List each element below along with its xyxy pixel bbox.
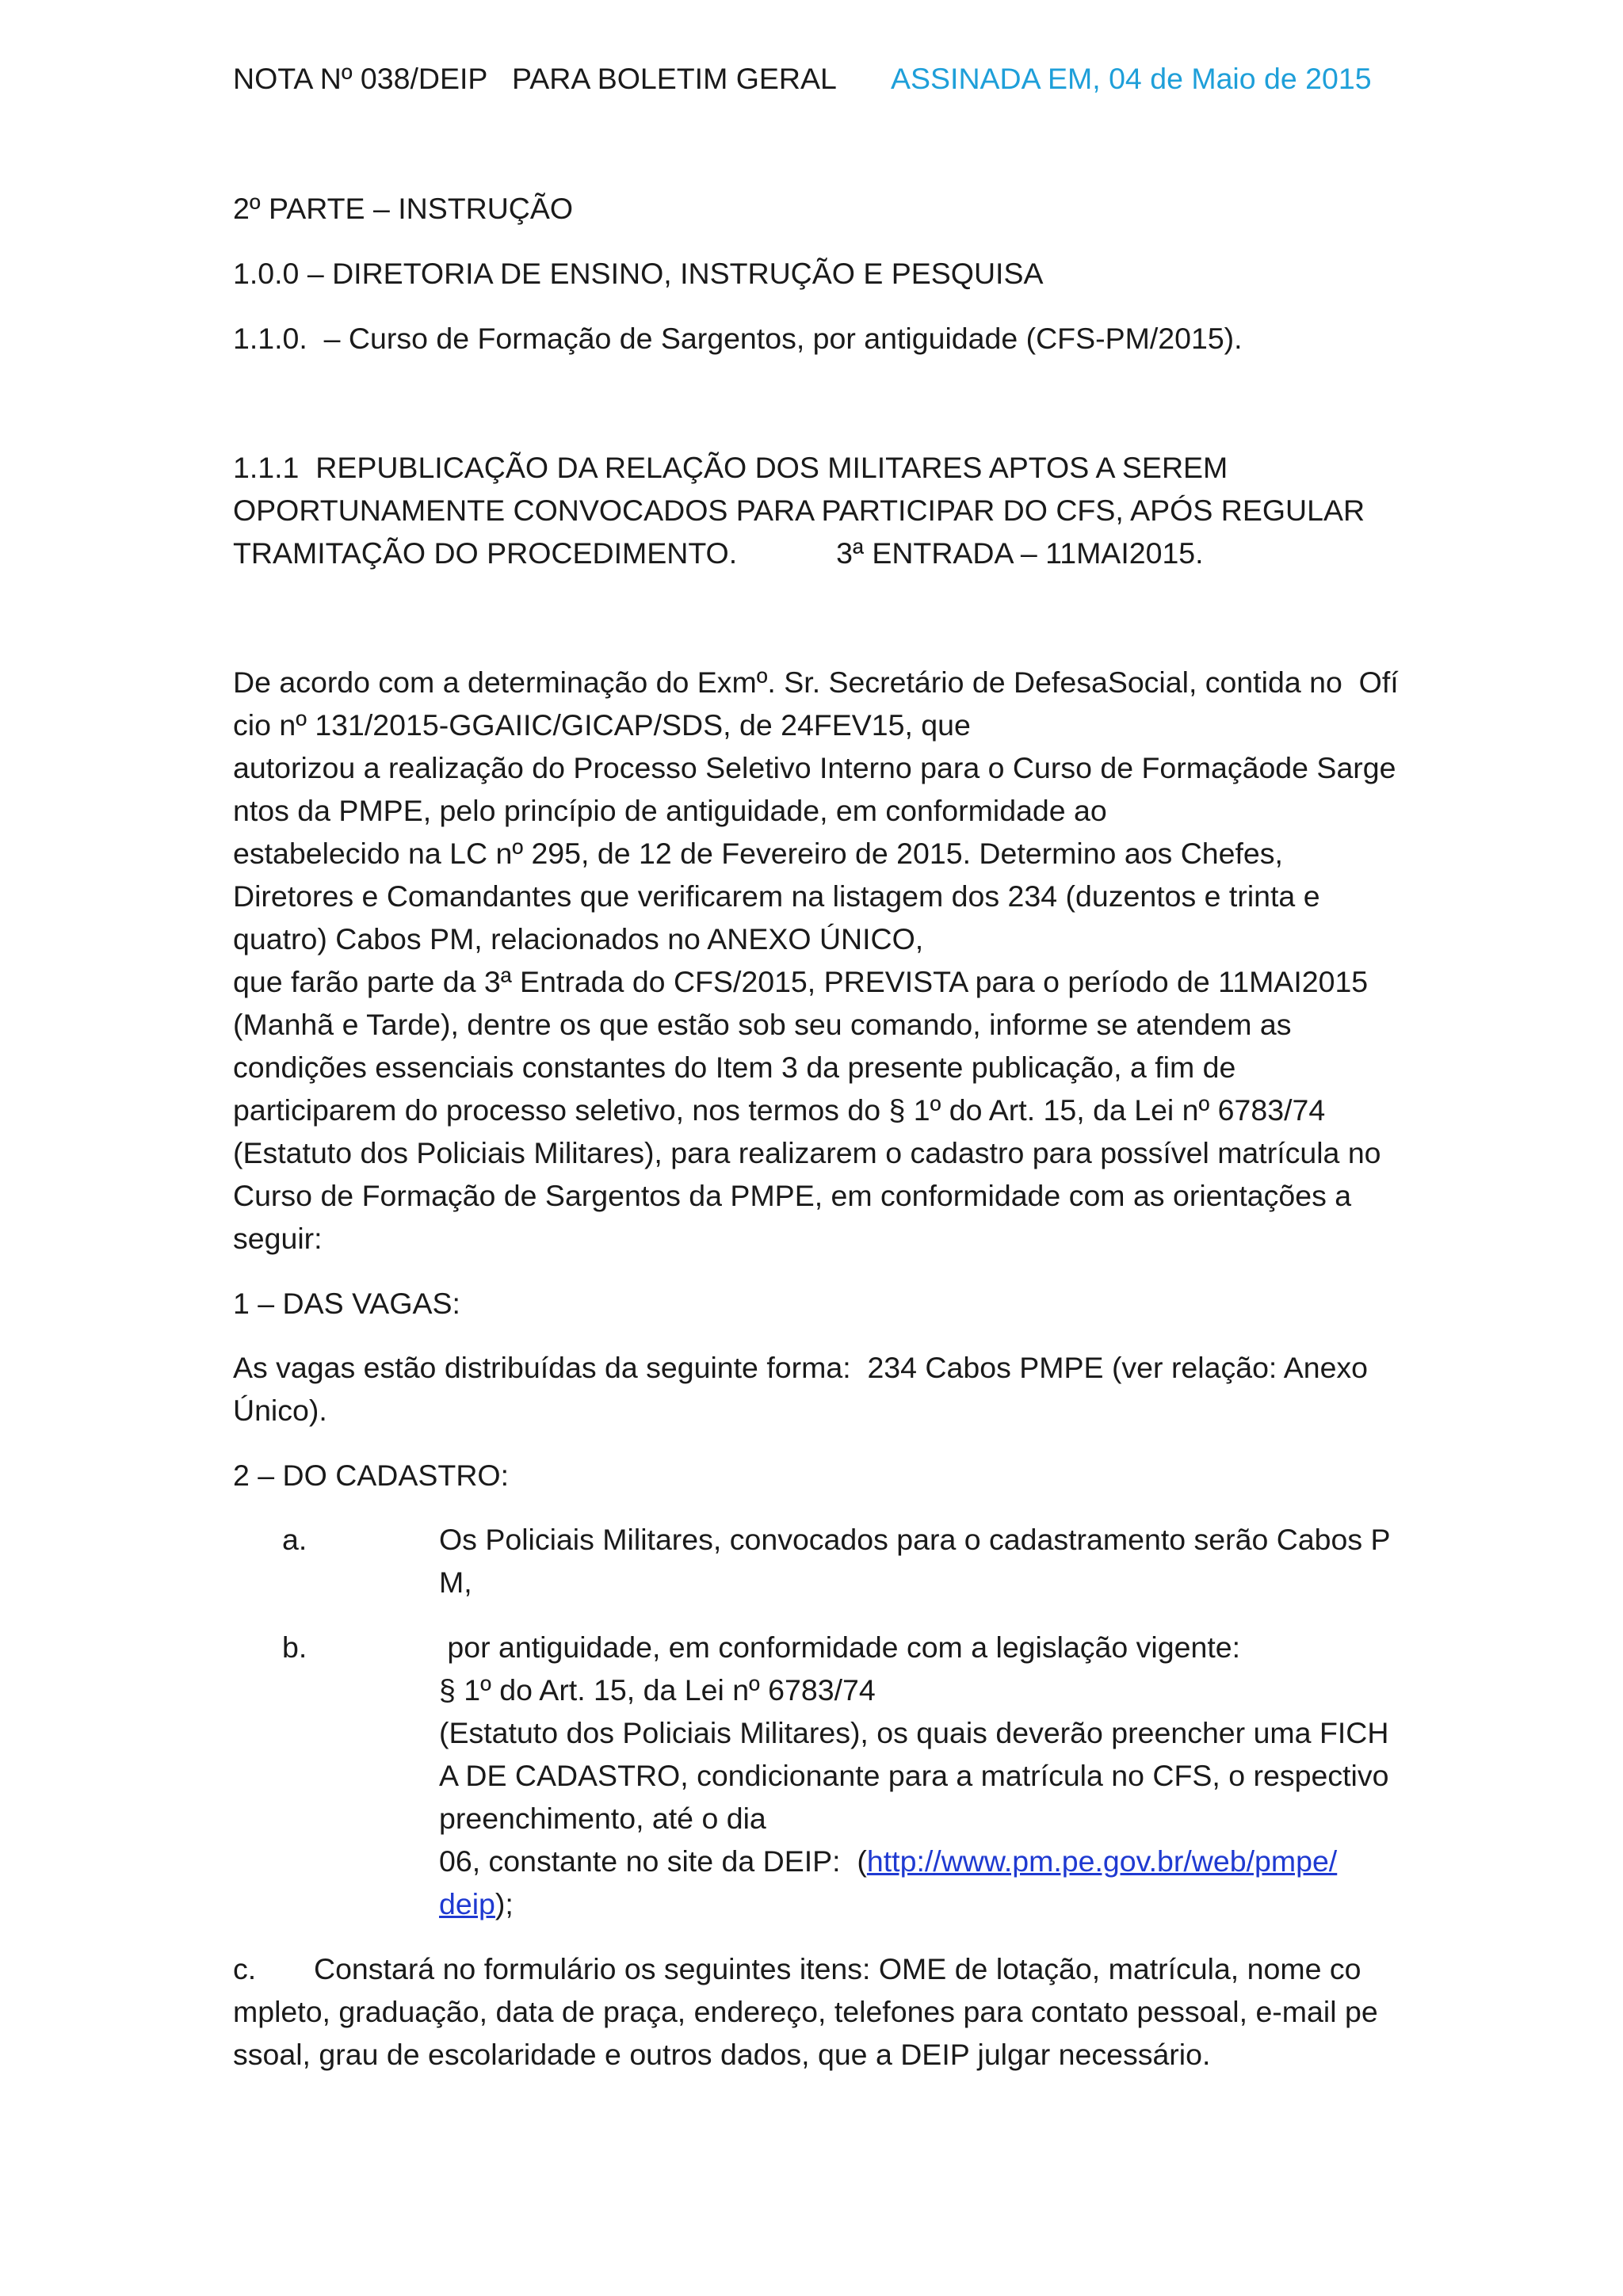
intro-paragraph-line: participarem do processo seletivo, nos termos do § 1º do Art. 15, da Lei nº 6783/74 [233,1093,1326,1127]
item-a-line: Os Policiais Militares, convocados para o cadastramento serão Cabos P [439,1523,1391,1556]
republication-line: OPORTUNAMENTE CONVOCADOS PARA PARTICIPAR DO CFS, APÓS REGULAR [233,494,1365,527]
course-heading: 1.1.0. – Curso de Formação de Sargentos, por antiguidade (CFS-PM/2015). [233,322,1243,355]
directorate-heading: 1.0.0 – DIRETORIA DE ENSINO, INSTRUÇÃO E PESQUISA [233,257,1044,290]
item-b-line: (Estatuto dos Policiais Militares), os quais deverão preencher uma FICH [439,1716,1389,1749]
item-b-line: A DE CADASTRO, condicionante para a matrícula no CFS, o respectivo [439,1759,1389,1792]
republication-line: 1.1.1 REPUBLICAÇÃO DA RELAÇÃO DOS MILITARES APTOS A SEREM [233,451,1228,484]
part-heading: 2º PARTE – INSTRUÇÃO [233,192,574,225]
deip-website-link-continuation[interactable]: deip [439,1887,495,1920]
section-vagas-line: As vagas estão distribuídas da seguinte forma: 234 Cabos PMPE (ver relação: Anexo [233,1351,1369,1384]
item-b-line: por antiguidade, em conformidade com a legislação vigente: [439,1630,1241,1664]
intro-paragraph-line: quatro) Cabos PM, relacionados no ANEXO ÚNICO, [233,922,924,955]
intro-paragraph-line: autorizou a realização do Processo Seletivo Interno para o Curso de Formaçãode Sarge [233,751,1396,784]
item-b-line: preenchimento, até o dia [439,1802,766,1835]
item-b-site-suffix: ); [495,1887,514,1920]
item-a-line: M, [439,1566,472,1599]
republication-line: TRAMITAÇÃO DO PROCEDIMENTO. 3ª ENTRADA – 11MAI2015. [233,536,1204,570]
deip-website-link[interactable]: http://www.pm.pe.gov.br/web/pmpe/ [866,1844,1338,1878]
item-c-line: Constará no formulário os seguintes itens: OME de lotação, matrícula, nome co [314,1952,1361,1985]
item-b-letter: b. [282,1630,307,1664]
section-cadastro-title: 2 – DO CADASTRO: [233,1459,509,1492]
document-header-note: NOTA Nº 038/DEIP PARA BOLETIM GERAL [233,62,837,95]
document-header-signed-date: ASSINADA EM, 04 de Maio de 2015 [891,62,1372,95]
intro-paragraph-line: (Estatuto dos Policiais Militares), para realizarem o cadastro para possível matrícula no [233,1136,1381,1169]
item-b-site-line [439,1882,514,1925]
intro-paragraph-line: De acordo com a determinação do Exmº. Sr. Secretário de DefesaSocial, contida no Ofí [233,666,1399,699]
intro-paragraph-line: cio nº 131/2015-GGAIIC/GICAP/SDS, de 24FEV15, que [233,708,971,742]
section-vagas-line: Único). [233,1394,327,1427]
item-c-letter: c. [233,1952,257,1985]
item-b-site-line [439,1840,1337,1882]
intro-paragraph-line: estabelecido na LC nº 295, de 12 de Fevereiro de 2015. Determino aos Chefes, [233,837,1283,870]
item-b-line: § 1º do Art. 15, da Lei nº 6783/74 [439,1673,876,1707]
item-c-line: ssoal, grau de escolaridade e outros dados, que a DEIP julgar necessário. [233,2038,1211,2071]
intro-paragraph-line: Diretores e Comandantes que verificarem na listagem dos 234 (duzentos e trinta e [233,879,1320,913]
section-vagas-title: 1 – DAS VAGAS: [233,1287,460,1320]
item-c-line: mpleto, graduação, data de praça, endereço, telefones para contato pessoal, e-mail pe [233,1995,1378,2028]
intro-paragraph-line: condições essenciais constantes do Item 3 da presente publicação, a fim de [233,1051,1236,1084]
intro-paragraph-line: ntos da PMPE, pelo princípio de antiguidade, em conformidade ao [233,794,1107,827]
item-b-site-prefix: 06, constante no site da DEIP: ( [439,1844,867,1878]
intro-paragraph-line: Curso de Formação de Sargentos da PMPE, em conformidade com as orientações a [233,1179,1352,1212]
intro-paragraph-line: (Manhã e Tarde), dentre os que estão sob seu comando, informe se atendem as [233,1008,1292,1041]
item-a-letter: a. [282,1523,307,1556]
intro-paragraph-line: que farão parte da 3ª Entrada do CFS/2015, PREVISTA para o período de 11MAI2015 [233,965,1369,998]
intro-paragraph-line: seguir: [233,1222,323,1255]
